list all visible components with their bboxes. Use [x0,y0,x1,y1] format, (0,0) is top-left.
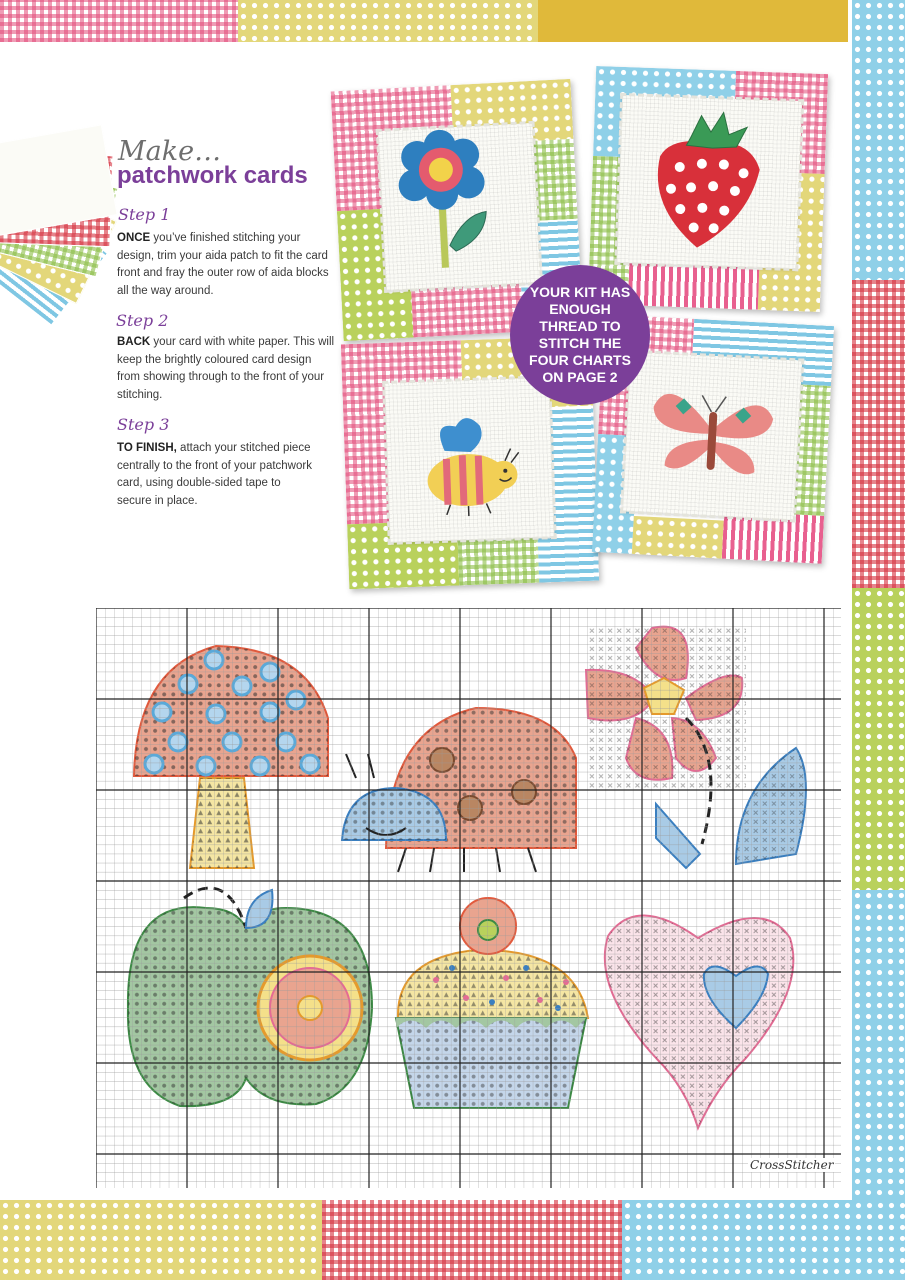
card-strawberry [588,66,828,312]
patch-top-4 [538,0,848,42]
step-3-text [117,440,317,510]
step-2-label: Step 2 [116,311,169,330]
flower-stitch [378,123,541,291]
step-3-body: attach your stitched piece centrally to the front of your patchwork card, using double-sided tape to secure in place. [117,442,312,507]
butterfly-stitch [622,352,802,521]
step-1-text [117,230,332,300]
page-title: patchwork cards [117,162,308,189]
step-1-body: you’ve finished stitching your design, trim your aida patch to fit the card front and fray the outer row of aida blocks all the way around. [117,232,329,297]
patch-top-3 [238,0,538,42]
step-2-text [117,334,335,404]
aida-patch [378,123,541,291]
heading-make: Make… [118,136,222,167]
patch-top-2 [0,0,238,42]
step-3-label: Step 3 [117,415,170,434]
chart-grid [96,608,841,1188]
crossstitcher-logo: CrossStitcher [750,1158,834,1172]
aida-patch [622,352,802,521]
aida-patch [384,377,554,543]
step-3-lead: TO FINISH, [117,442,177,454]
patch-bottom-1 [0,1200,322,1280]
strawberry-stitch [616,95,802,269]
patch-right-4 [852,890,905,1200]
step-2-lead: BACK [117,336,151,348]
badge-text: YOUR KIT HAS ENOUGH THREAD TO STITCH THE FOUR CHARTS ON PAGE 2 [529,284,631,385]
aida-patch [616,95,802,269]
step-1-label: Step 1 [118,205,171,224]
card-patch [632,516,724,559]
patch-bottom-3 [622,1200,905,1280]
patch-bottom-2 [322,1200,622,1280]
patch-right-2 [852,280,905,588]
cross-stitch-chart [96,608,841,1188]
kit-thread-badge [510,265,650,405]
patch-right-3 [852,588,905,890]
step-2-body: your card with white paper. This will keep the brightly coloured card design from showing through to the front of your stitching. [117,336,335,401]
bee-stitch [384,377,554,543]
card-patch [411,282,523,338]
patch-right-1 [852,0,905,280]
step-1-lead: ONCE [117,232,151,244]
